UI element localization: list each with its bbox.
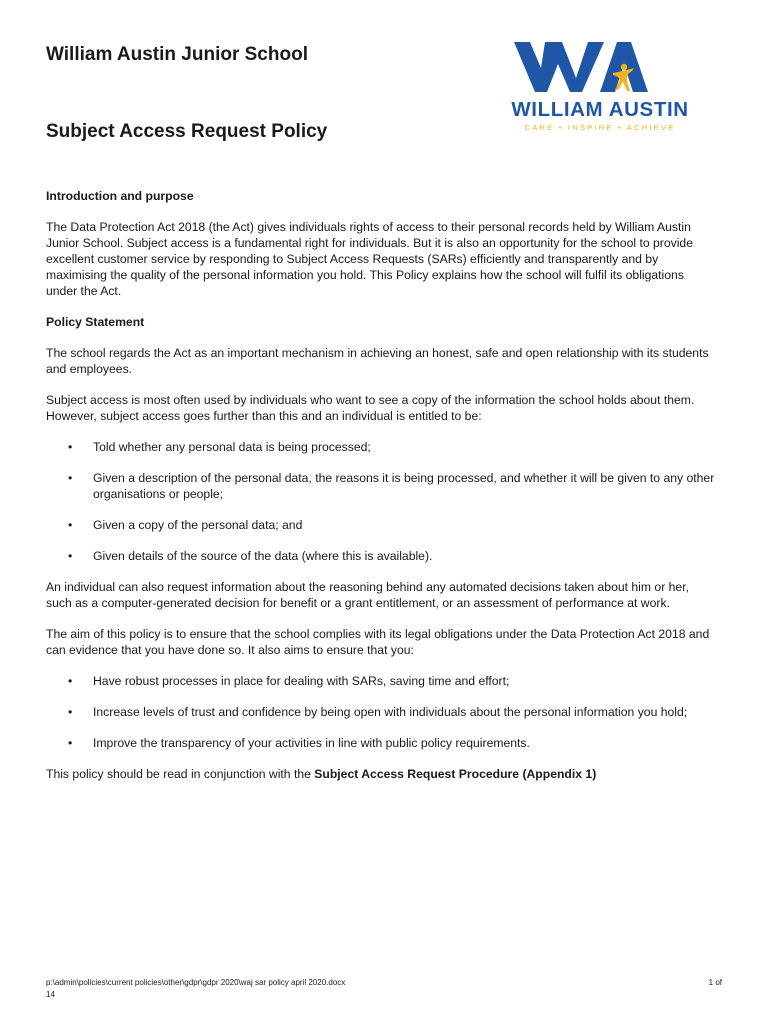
logo-tagline-text: CARE • INSPIRE • ACHIEVE	[524, 123, 676, 132]
intro-paragraph: The Data Protection Act 2018 (the Act) gives individuals rights of access to their personal records held by William Austin Junior School. Subject access is a fundamental right for individuals. But it is also an opportunity for the school to provide excellent customer service by responding to Subject Access Requests (SARs) efficiently and transparently and by maximising the quality of the personal information you hold. This Policy explains how the school will fulfil its obligations under the Act.	[46, 220, 693, 298]
closing-text: This policy should be read in conjunction with the	[46, 767, 315, 781]
list-item	[46, 470, 718, 502]
bullet-icon: •	[68, 736, 73, 750]
policy-statement-heading: Policy Statement	[46, 315, 145, 329]
file-path: p:\admin\policies\current policies\other\gdpr\gdpr 2020\waj sar policy april 2020.docx	[46, 978, 346, 987]
list-item-text: Told whether any personal data is being processed;	[93, 440, 371, 454]
bullet-icon: •	[68, 518, 73, 532]
closing-paragraph	[46, 766, 718, 782]
list-item	[46, 517, 718, 533]
policy-body	[46, 188, 718, 797]
list-item-text: Given a description of the personal data, the reasons it is being processed, and whether it will be given to any other organisations or people;	[93, 471, 715, 501]
list-item-text: Given a copy of the personal data; and	[93, 518, 303, 532]
list-item-text: Increase levels of trust and confidence by being open with individuals about the personal information you hold;	[93, 705, 688, 719]
list-item	[46, 735, 718, 751]
page-footer	[46, 977, 722, 1001]
aims-list	[46, 673, 718, 751]
logo-figure-head	[621, 64, 627, 70]
page-number: 1 of	[708, 978, 722, 987]
procedure-reference: Subject Access Request Procedure (Appendix 1)	[314, 767, 597, 781]
entitlements-list	[46, 439, 718, 564]
list-item	[46, 673, 718, 689]
policy-paragraph-2: Subject access is most often used by individuals who want to see a copy of the information the school holds about them. However, subject access goes further than this and an individual is entitled to be:	[46, 393, 695, 423]
bullet-icon: •	[68, 674, 73, 688]
bullet-icon: •	[68, 471, 73, 485]
school-name: William Austin Junior School	[46, 44, 308, 65]
document-title: Subject Access Request Policy	[46, 121, 328, 142]
school-logo	[500, 38, 700, 134]
list-item	[46, 439, 718, 455]
policy-paragraph-1: The school regards the Act as an important mechanism in achieving an honest, safe and open relationship with its students and employees.	[46, 346, 709, 376]
list-item	[46, 548, 718, 564]
logo-w-mark	[514, 42, 604, 92]
list-item-text: Improve the transparency of your activities in line with public policy requirements.	[93, 736, 530, 750]
page-total: 14	[46, 990, 55, 999]
list-item-text: Given details of the source of the data (where this is available).	[93, 549, 433, 563]
bullet-icon: •	[68, 549, 73, 563]
bullet-icon: •	[68, 705, 73, 719]
aim-paragraph: The aim of this policy is to ensure that the school complies with its legal obligations under the Data Protection Act 2018 and can evidence that you have done so. It also aims to ensure that you:	[46, 627, 710, 657]
bullet-icon: •	[68, 440, 73, 454]
automated-decisions-paragraph: An individual can also request information about the reasoning behind any automated decisions taken about him or her, such as a computer-generated decision for benefit or a grant entitlement, or an assessment of performance at work.	[46, 580, 689, 610]
intro-heading: Introduction and purpose	[46, 189, 194, 203]
list-item-text: Have robust processes in place for dealing with SARs, saving time and effort;	[93, 674, 510, 688]
logo-name-text: WILLIAM AUSTIN	[511, 98, 689, 121]
list-item	[46, 704, 718, 720]
